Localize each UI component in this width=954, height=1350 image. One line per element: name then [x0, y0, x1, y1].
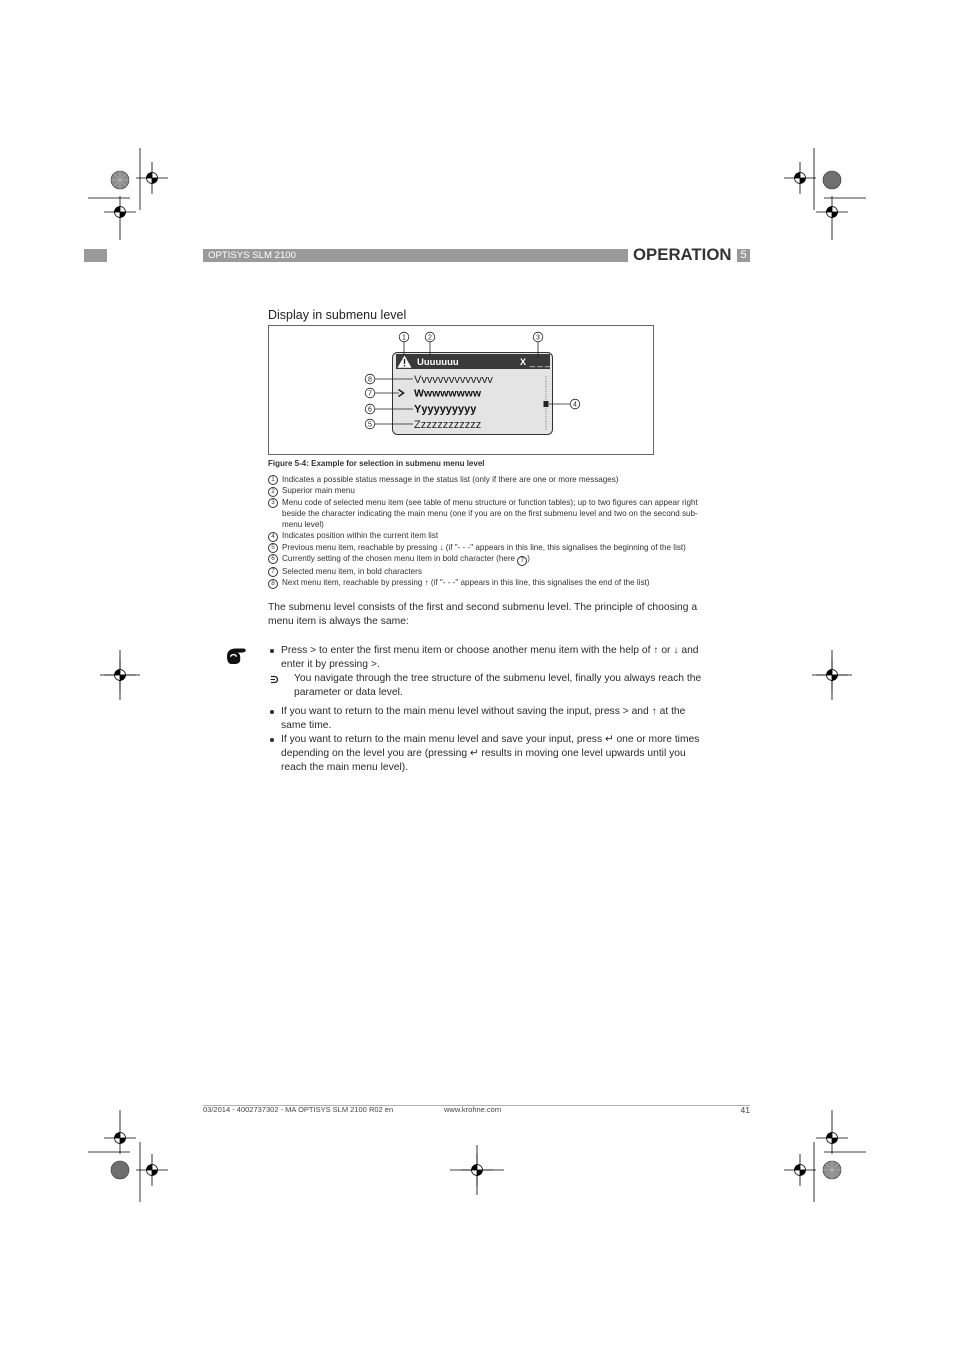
legend-text: Selected menu item, in bold characters — [282, 567, 422, 577]
hand-pointer-icon — [225, 646, 247, 666]
legend-number: 2 — [268, 487, 278, 497]
step-item-1 — [268, 644, 699, 672]
legend-number: 1 — [268, 475, 278, 485]
callout-number: 8 — [368, 376, 372, 384]
footer-document-reference: 03/2014 - 4002737302 - MA OPTISYS SLM 2100 R02 en — [203, 1105, 394, 1114]
lcd-display — [393, 353, 553, 435]
legend-text: beside the character indicating the main menu (one if you are on the first submenu level and two on the second sub- — [282, 508, 698, 518]
legend-text: Superior main menu — [282, 486, 355, 496]
header-product-name: OPTISYS SLM 2100 — [208, 250, 296, 261]
registration-mark — [136, 1154, 168, 1186]
callout-2 — [425, 332, 435, 342]
page-number: 41 — [740, 1105, 750, 1115]
color-target-pattern — [111, 171, 129, 189]
legend-number: 6 — [268, 554, 278, 564]
legend-item-3 — [268, 497, 698, 531]
step-line: You navigate through the tree structure of the submenu level, finally you always reach the — [294, 673, 702, 684]
callout-number: 3 — [536, 334, 540, 342]
chapter-title: OPERATION — [633, 245, 732, 264]
lcd-previous-item: Zzzzzzzzzzzz — [414, 419, 482, 431]
lcd-x-indicator: X — [520, 357, 527, 367]
registration-mark — [784, 1154, 816, 1186]
legend-item-1 — [268, 474, 698, 485]
callout-number: 2 — [428, 334, 432, 342]
bullet-dot — [270, 738, 274, 742]
registration-mark — [816, 196, 848, 228]
callout-8 — [365, 374, 375, 384]
registration-mark — [816, 1122, 848, 1154]
paragraph-line: menu item is always the same: — [268, 616, 409, 627]
callout-1 — [399, 332, 409, 342]
step-item-3 — [268, 733, 699, 774]
legend-number: 7 — [268, 567, 278, 577]
legend-text-part: Currently setting of the chosen menu item in bold character (here — [282, 554, 518, 564]
chapter-number-badge: 5 — [737, 249, 750, 262]
callout-5 — [365, 419, 375, 429]
result-arrow-icon — [270, 675, 279, 684]
step-line: Press > to enter the first menu item or choose another menu item with the help of ↑ or ↓ and — [281, 645, 699, 656]
legend-item-2 — [268, 485, 698, 496]
callout-number: 5 — [368, 421, 372, 429]
legend-item-5 — [268, 542, 698, 553]
legend-text — [282, 553, 698, 566]
bullet-dot — [270, 710, 274, 714]
step-line: depending on the level you are (pressing ↵ results in moving one level upwards until you — [281, 747, 686, 759]
figure-legend — [268, 474, 698, 589]
legend-text: Previous menu item, reachable by pressing ↓ (if "- - -" appears in this line, this signalises the beginning of the list) — [282, 542, 686, 552]
legend-text: menu level) — [282, 520, 324, 530]
legend-text-part: ) — [527, 554, 530, 564]
registration-mark — [136, 162, 168, 194]
legend-item-7 — [268, 566, 698, 577]
figure-caption: Figure 5-4: Example for selection in submenu menu level — [268, 459, 485, 468]
step-line: If you want to return to the main menu level without saving the input, press > and ↑ at the — [281, 706, 686, 717]
color-target-pattern — [823, 1161, 841, 1179]
lcd-menu-code: _ _ _ — [530, 357, 551, 367]
callout-number: 6 — [368, 406, 372, 414]
registration-mark — [816, 659, 848, 691]
lcd-menu-title: Uuuuuuu — [417, 357, 459, 368]
step-line: same time. — [281, 719, 332, 731]
legend-item-6 — [268, 553, 698, 566]
callout-7 — [365, 388, 375, 398]
callout-6 — [365, 404, 375, 414]
registration-mark — [104, 196, 136, 228]
paragraph-line: The submenu level consists of the first and second submenu level. The principle of choosing a — [268, 602, 698, 613]
callout-3 — [533, 332, 543, 342]
step-line: reach the main menu level). — [281, 761, 409, 773]
registration-mark — [461, 1154, 493, 1186]
legend-text: Menu code of selected menu item (see table of menu structure or function tables); up to two figures can appear right — [282, 497, 698, 507]
legend-item-4 — [268, 530, 698, 541]
callout-number: 7 — [368, 390, 372, 398]
legend-number: 8 — [268, 579, 278, 589]
callout-4 — [570, 399, 580, 409]
color-target-solid — [111, 1161, 129, 1179]
legend-number: 3 — [268, 498, 278, 508]
header-left-block — [84, 249, 107, 262]
registration-mark — [104, 1122, 136, 1154]
legend-reference-number: 7 — [517, 556, 527, 566]
registration-mark — [784, 162, 816, 194]
callout-number: 4 — [573, 401, 577, 409]
lcd-current-setting: Yyyyyyyyyy — [414, 403, 477, 416]
header-product-bar — [203, 249, 628, 262]
bullet-dot — [270, 649, 274, 653]
lcd-selected-item: Wwwwwwww — [414, 387, 482, 400]
legend-number: 4 — [268, 532, 278, 542]
step-result — [268, 672, 701, 700]
step-item-2 — [268, 705, 685, 733]
legend-text: Indicates a possible status message in the status list (only if there are one or more messages) — [282, 475, 619, 484]
lcd-scrollbar-thumb — [544, 401, 549, 407]
legend-text: Next menu item, reachable by pressing ↑ (if "- - -" appears in this line, this signalises the end of the list) — [282, 578, 650, 588]
figure-submenu-display — [268, 325, 654, 455]
body-paragraph — [268, 601, 697, 629]
callout-number: 1 — [402, 334, 406, 342]
legend-number: 5 — [268, 543, 278, 553]
step-line: If you want to return to the main menu level and save your input, press ↵ one or more times — [281, 734, 700, 745]
registration-mark — [104, 659, 136, 691]
footer-website: www.krohne.com — [444, 1105, 502, 1114]
legend-text: Indicates position within the current item list — [282, 531, 439, 541]
section-heading: Display in submenu level — [268, 308, 407, 322]
lcd-next-item: Vvvvvvvvvvvvvv — [414, 374, 493, 386]
color-target-solid — [823, 171, 841, 189]
step-line: parameter or data level. — [294, 686, 403, 698]
legend-item-8 — [268, 577, 698, 588]
step-line: enter it by pressing >. — [281, 658, 380, 670]
